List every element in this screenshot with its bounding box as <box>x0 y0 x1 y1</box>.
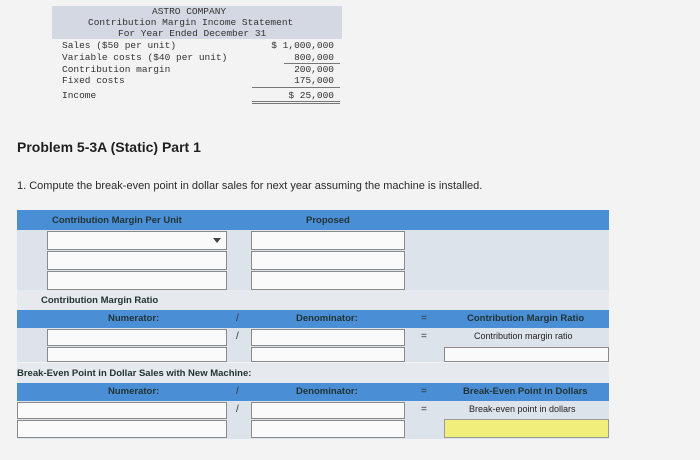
row-value-cm: 200,000 <box>294 64 334 75</box>
rule-3a <box>252 101 340 102</box>
bep-result-title: Break-Even Point in Dollars <box>463 386 588 397</box>
cm-per-unit-input-3[interactable] <box>47 271 227 290</box>
statement-period: For Year Ended December 31 <box>118 28 267 39</box>
cm-ratio-result-input[interactable] <box>444 347 609 362</box>
row-value-variable: 800,000 <box>294 52 334 63</box>
rule-2 <box>252 87 340 88</box>
bep-numerator-value[interactable] <box>17 420 227 438</box>
numerator-label-2: Numerator: <box>108 386 160 397</box>
divide-sign-4: / <box>236 404 239 415</box>
denominator-label-1: Denominator: <box>296 313 358 324</box>
bep-denominator-input[interactable] <box>251 402 405 419</box>
proposed-input-3[interactable] <box>251 271 405 290</box>
row-label-cm: Contribution margin <box>62 64 171 75</box>
cm-ratio-title: Contribution Margin Ratio <box>41 295 159 306</box>
divide-sign-3: / <box>236 386 239 397</box>
cm-ratio-result-label: Contribution margin ratio <box>474 331 573 341</box>
cm-ratio-result-title: Contribution Margin Ratio <box>467 313 585 324</box>
bep-title: Break-Even Point in Dollar Sales with New Machine: <box>17 368 252 379</box>
rule-3b <box>252 103 340 104</box>
cm-ratio-denominator-input[interactable] <box>251 329 405 346</box>
equals-sign-3: = <box>421 386 427 397</box>
cm-per-unit-header: Contribution Margin Per Unit <box>52 215 182 226</box>
denominator-label-2: Denominator: <box>296 386 358 397</box>
row-label-income: Income <box>62 90 97 101</box>
company-name: ASTRO COMPANY <box>152 6 227 17</box>
row-value-fixed: 175,000 <box>294 75 334 86</box>
row-label-sales: Sales ($50 per unit) <box>62 40 177 51</box>
problem-title: Problem 5-3A (Static) Part 1 <box>17 139 201 155</box>
proposed-input-1[interactable] <box>251 231 405 250</box>
proposed-header: Proposed <box>306 215 350 226</box>
chevron-down-icon[interactable] <box>213 238 221 243</box>
equals-sign-1: = <box>421 313 427 324</box>
problem-question: 1. Compute the break-even point in dollar sales for next year assuming the machine is installed. <box>17 180 483 192</box>
bep-denominator-value[interactable] <box>251 420 405 438</box>
equals-sign-2: = <box>421 331 427 342</box>
bep-result-input[interactable] <box>444 419 609 438</box>
row-value-income: $ 25,000 <box>288 90 334 101</box>
row-label-variable: Variable costs ($40 per unit) <box>62 52 228 63</box>
statement-title: Contribution Margin Income Statement <box>88 17 294 28</box>
cm-per-unit-input-2[interactable] <box>47 251 227 270</box>
cm-per-unit-select[interactable] <box>47 231 227 250</box>
proposed-input-2[interactable] <box>251 251 405 270</box>
numerator-label-1: Numerator: <box>108 313 160 324</box>
cm-ratio-denominator-value[interactable] <box>251 347 405 362</box>
divide-sign-1: / <box>236 313 239 324</box>
cm-ratio-numerator-value[interactable] <box>47 347 227 362</box>
row-value-sales: $ 1,000,000 <box>271 40 334 51</box>
bep-numerator-input[interactable] <box>17 402 227 419</box>
bep-result-label: Break-even point in dollars <box>469 404 576 414</box>
equals-sign-4: = <box>421 404 427 415</box>
divide-sign-2: / <box>236 331 239 342</box>
cm-ratio-numerator-input[interactable] <box>47 329 227 346</box>
row-label-fixed: Fixed costs <box>62 75 125 86</box>
